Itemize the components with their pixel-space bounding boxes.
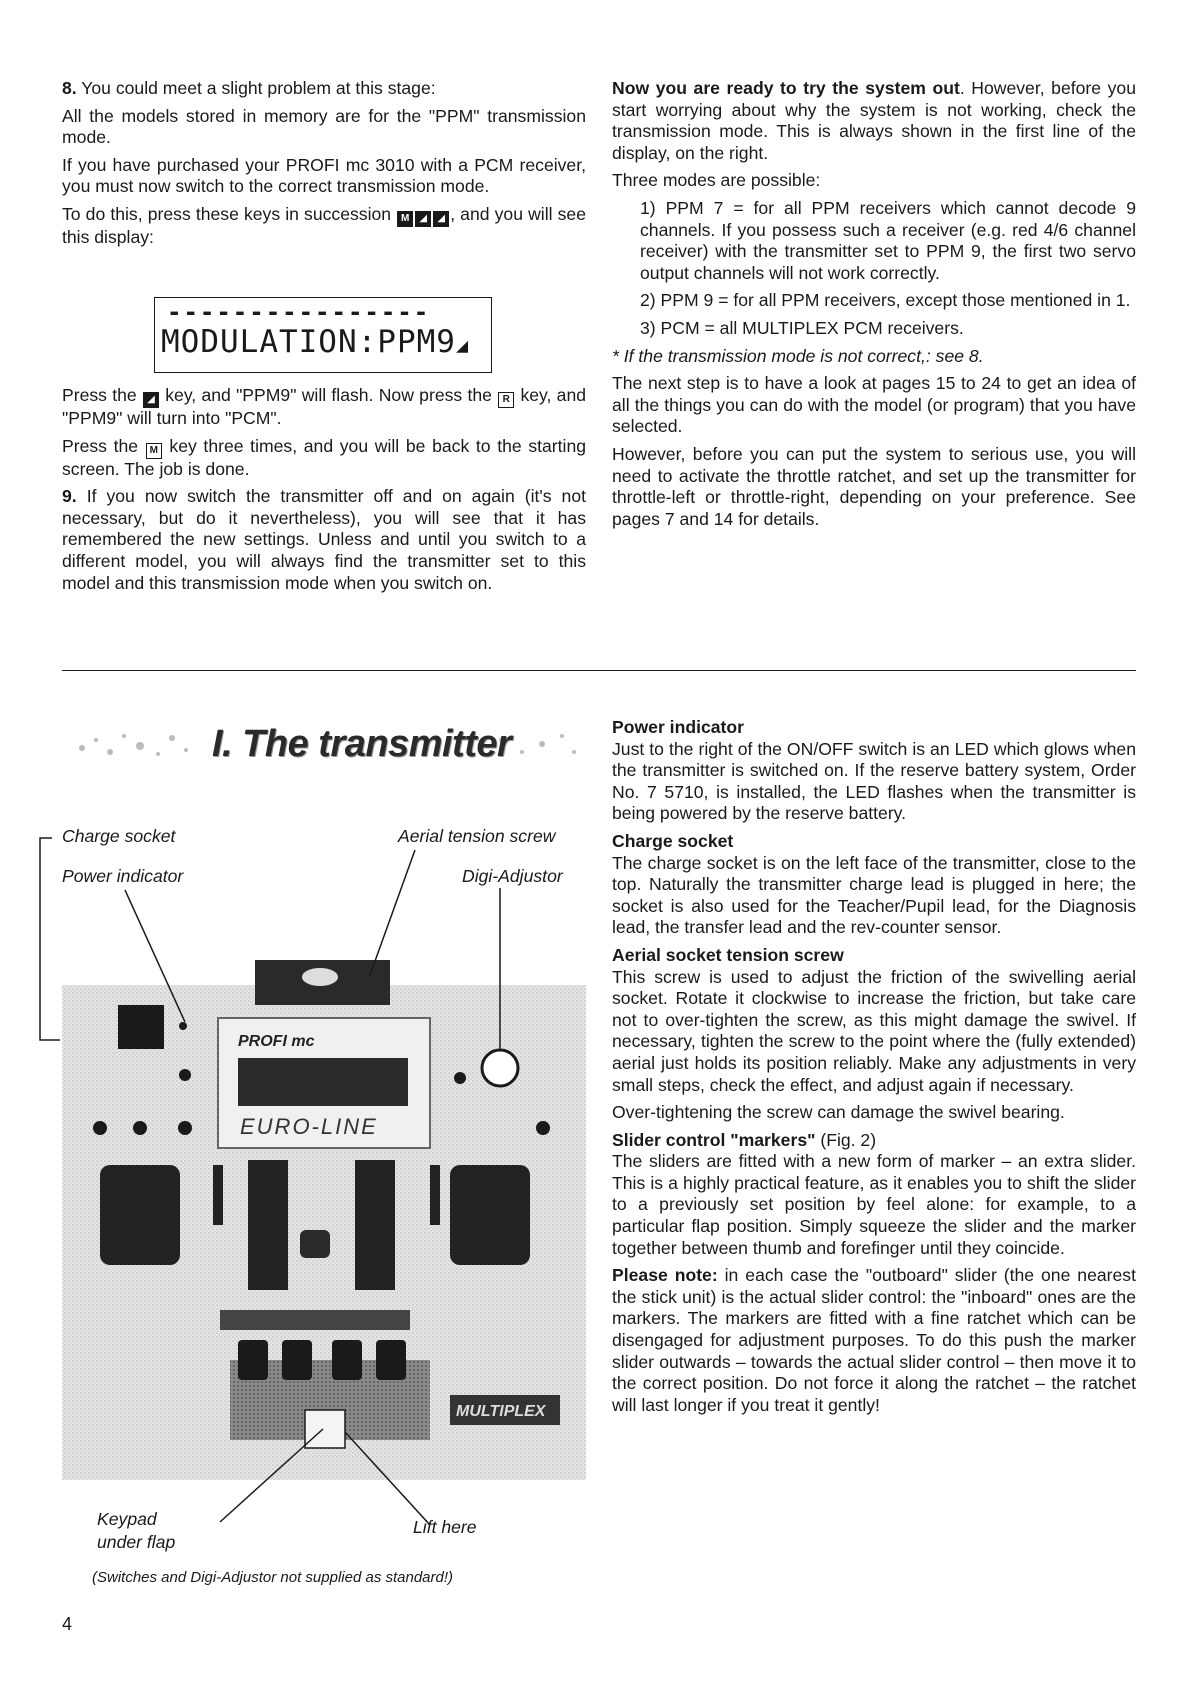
label-charge-socket: Charge socket: [62, 826, 176, 846]
text-power-indicator: Just to the right of the ON/OFF switch is an LED which glows when the transmitter is switched on. If the reserve battery system, Order No. 7 5710, is installed, the LED flashes when the transmitter is being powered by the reserve battery.: [612, 738, 1136, 824]
arrow-key-icon: ◢: [415, 211, 431, 227]
paragraph-9: 9. If you now switch the transmitter off and on again (it's not necessary, but do it nevertheless), you will see that it has remembered the new settings. Unless and until you switch to a different model, you will always find the transmitter set to this model and this transmission mode when you switch on.: [62, 486, 586, 593]
cursor-triangle-icon: ◢: [455, 333, 470, 357]
mode-1: 1) PPM 7 = for all PPM receivers which cannot decode 9 channels. If you possess such a receiver (e.g. red 4/6 channel receiver) with the transmitter set to PPM 9, the first two servo output channels will not work correctly.: [640, 197, 1136, 283]
label-under-flap: under flap: [97, 1532, 176, 1552]
mode-2: 2) PPM 9 = for all PPM receivers, except those mentioned in 1.: [640, 290, 1131, 311]
heading-charge-socket: Charge socket: [612, 830, 734, 851]
text-please-note: Please note: in each case the "outboard" slider (the one nearest the stick unit) is the actual slider control: the "inboard" ones are the markers. The markers are fitted with a fine ratchet which can be disengaged for adjustment purposes. To do this push the marker slider outwards – towards the actual slider control – then move it to the correct position. Do not force it along the ratchet – the ratchet will last longer if you treat it gently!: [612, 1265, 1136, 1415]
text-aerial-socket: This screw is used to adjust the friction of the swivelling aerial socket. Rotate it clockwise to increase the friction, but take care not to over-tighten the screw, as this might damage the swivel. If necessary, tighten the screw to the point where the (fully extended) aerial just holds its position reliably. Make any adjustments in very small steps, check the effect, and adjust again if necessary.: [612, 966, 1136, 1095]
heading-power-indicator: Power indicator: [612, 717, 744, 737]
mode-3: 3) PCM = all MULTIPLEX PCM receivers.: [640, 317, 964, 338]
menu-key-icon: M: [146, 443, 162, 459]
text-over-tightening: Over-tightening the screw can damage the swivel bearing.: [612, 1102, 1065, 1123]
lcd-dashes: ----------------: [167, 298, 431, 326]
label-lift-here: Lift here: [413, 1517, 477, 1537]
arrow-key-icon: ◢: [433, 211, 449, 227]
paragraph-modes-intro: Three modes are possible:: [612, 170, 821, 191]
arrow-key-icon: ◢: [143, 392, 159, 408]
heading-slider-markers: Slider control "markers" (Fig. 2): [612, 1129, 877, 1150]
paragraph-press-m: Press the M key three times, and you will be back to the starting screen. The job is done.: [62, 435, 587, 479]
label-digi-adjustor: Digi-Adjustor: [462, 866, 563, 886]
page-number: 4: [62, 1614, 73, 1634]
display-euroline-text: EURO-LINE: [240, 1114, 378, 1139]
heading-aerial-socket: Aerial socket tension screw: [612, 944, 844, 965]
paragraph-next-step: The next step is to have a look at pages 15 to 24 to get an idea of all the things you can do with the model (or program) that you have selected.: [612, 373, 1136, 437]
maker-badge-text: MULTIPLEX: [456, 1403, 546, 1420]
paragraph-press-arrow: Press the ◢ key, and "PPM9" will flash. Now press the R key, and "PPM9" will turn into "PCM".: [62, 385, 587, 428]
label-aerial-tension-screw: Aerial tension screw: [398, 826, 556, 846]
text-charge-socket: The charge socket is on the left face of the transmitter, close to the top. Naturally the transmitter charge lead is plugged in here; the socket is also used for the Teacher/Pupil lead, for the Diagnosis lead, the transfer lead and the rev-counter sensor.: [612, 852, 1136, 938]
paragraph-pcm-receiver: If you have purchased your PROFI mc 3010 with a PCM receiver, you must now switch to the correct transmission mode.: [62, 154, 586, 197]
figure-caption: (Switches and Digi-Adjustor not supplied as standard!): [92, 1569, 454, 1586]
paragraph-key-sequence: To do this, press these keys in succession M ◢ ◢ , and you will see this display:: [62, 203, 586, 247]
paragraph-8: 8. You could meet a slight problem at this stage:: [62, 78, 436, 98]
display-brand-text: PROFI mc: [238, 1033, 315, 1050]
mode-note: * If the transmission mode is not correct,: see 8.: [612, 345, 984, 366]
r-key-icon: R: [498, 392, 514, 408]
label-power-indicator: Power indicator: [62, 866, 184, 886]
paragraph-ppm-note: All the models stored in memory are for the "PPM" transmission mode.: [62, 105, 586, 148]
transmitter-illustration: [0, 0, 600, 1600]
lcd-text: MODULATION:PPM9◢: [161, 324, 470, 360]
section-title: I. The transmitter: [212, 723, 512, 765]
text-slider-markers: The sliders are fitted with a new form of marker – an extra slider. This is a highly practical feature, as it enables you to shift the slider to a previously set position by feel alone: for example, to a particular flap position. Simply squeeze the slider and the marker together between thumb and forefinger until they coincide.: [612, 1151, 1136, 1258]
menu-key-icon: M: [397, 211, 413, 227]
paragraph-serious-use: However, before you can put the system to serious use, you will need to activate the throttle ratchet, and set up the transmitter for throttle-left or throttle-right, depending on your preference. See pages 7 and 14 for details.: [612, 443, 1136, 529]
paragraph-ready: Now you are ready to try the system out. However, before you start worrying about why the system is not working, check the transmission mode. This is always shown in the first line of the display, on the right.: [612, 78, 1136, 163]
label-keypad: Keypad: [97, 1509, 157, 1529]
descriptions-column: [612, 717, 1136, 1416]
right-column: [612, 78, 1136, 536]
